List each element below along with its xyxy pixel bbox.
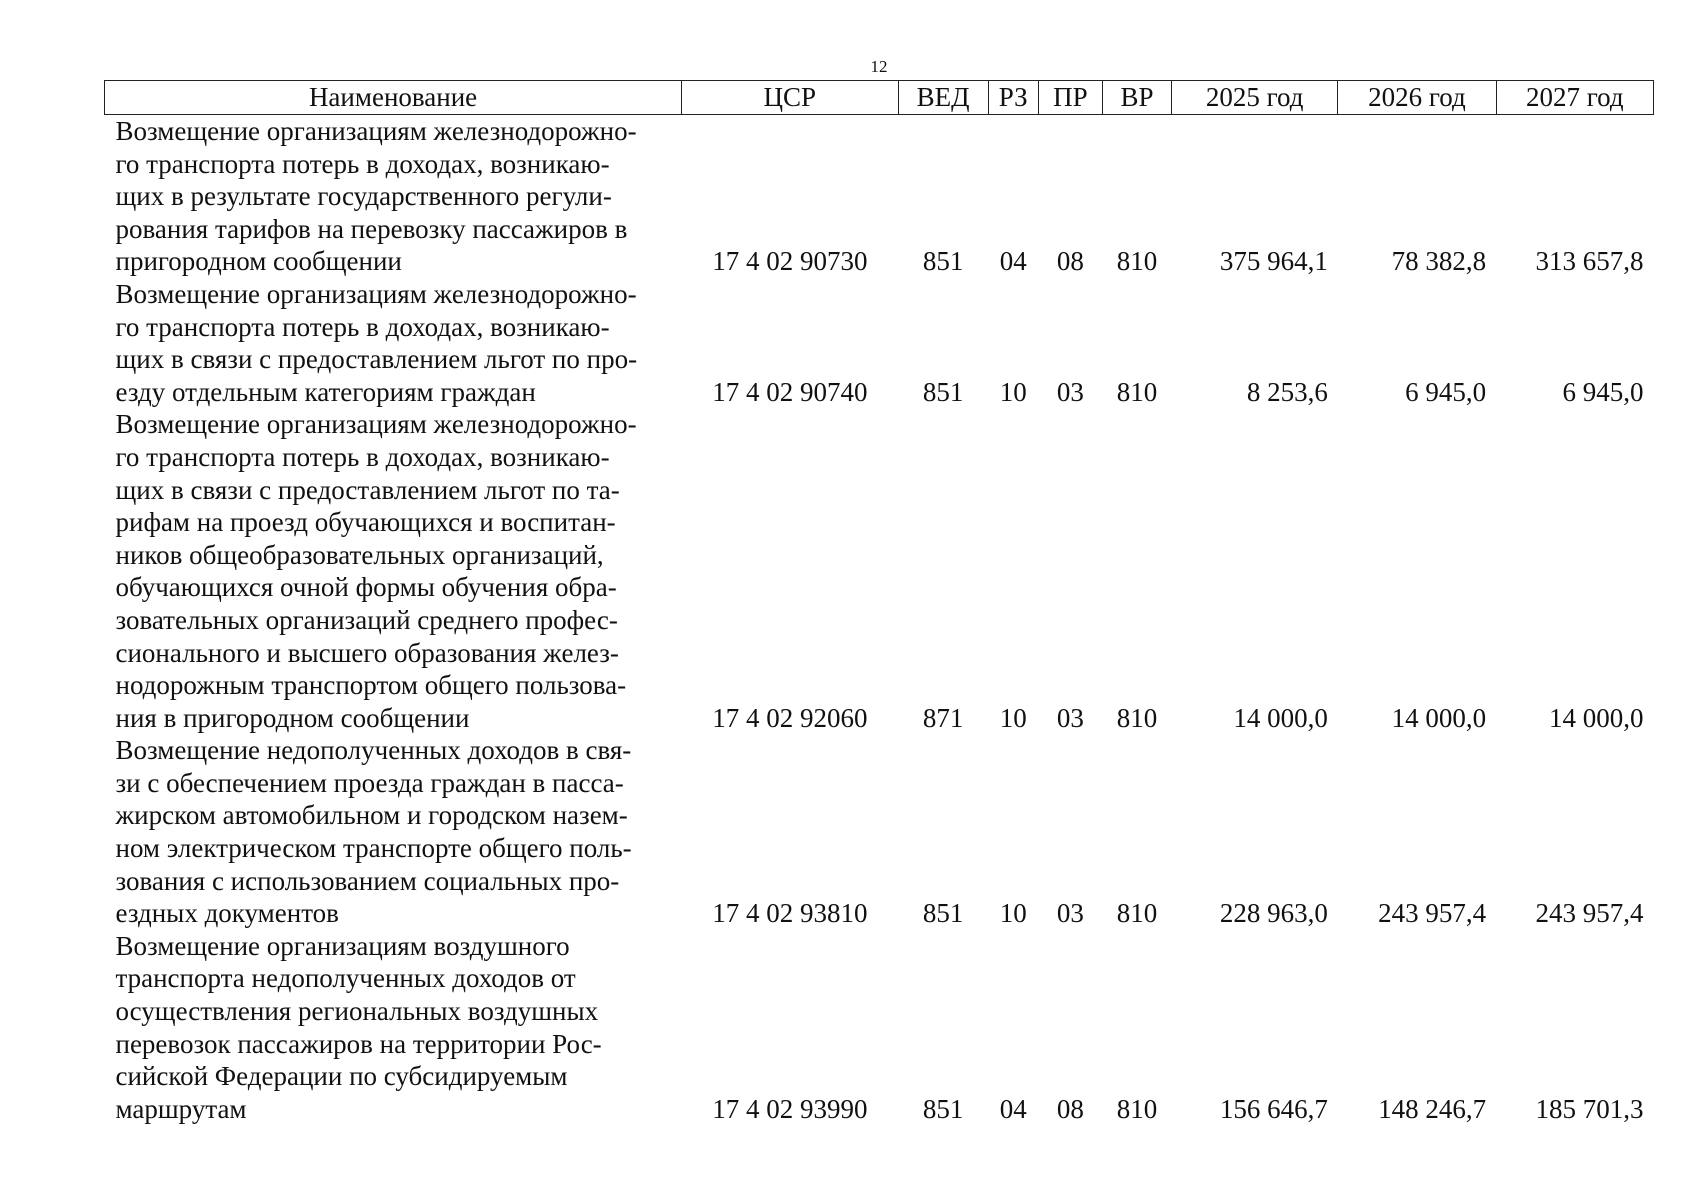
row-pr: 08	[1056, 1093, 1084, 1124]
row-2027: 14 000,0	[1549, 702, 1644, 733]
row-ved: 871	[922, 702, 964, 733]
row-2025: 8 253,6	[1246, 376, 1328, 407]
row-2026: 243 957,4	[1378, 898, 1487, 929]
table-row	[105, 930, 1654, 1126]
row-csr: 17 4 02 90730	[712, 246, 868, 277]
header-2025: 2025 год	[1172, 81, 1338, 115]
row-ved: 851	[922, 376, 964, 407]
row-csr: 17 4 02 93990	[712, 1093, 868, 1124]
header-name: Наименование	[105, 81, 682, 115]
header-row	[105, 81, 1654, 115]
table-body	[105, 115, 1654, 1126]
row-ved: 851	[922, 898, 964, 929]
row-vr: 810	[1116, 1093, 1158, 1124]
row-rz: 10	[999, 898, 1027, 929]
row-2025: 375 964,1	[1219, 246, 1328, 277]
row-name-text: Возмещение недополученных доходов в свя- зи с обеспечением проезда граждан в пасса- жирском автомобильном и городском назем- ном электрическом транспорте общего поль- зования с использованием социальных про- ездных документов	[115, 735, 632, 929]
row-pr: 03	[1056, 898, 1084, 929]
row-2026: 14 000,0	[1391, 702, 1487, 733]
row-2027: 185 701,3	[1535, 1093, 1644, 1124]
row-name	[105, 930, 682, 1126]
row-2027: 243 957,4	[1535, 898, 1644, 929]
row-pr: 08	[1056, 246, 1084, 277]
row-name-text: Возмещение организациям железнодорожно- го транспорта потерь в доходах, возникаю- щих в связи с предоставлением льгот по та- рифам на проезд обучающихся и воспитан- ников общеобразовательных организаций, обучающихся очной формы обучения обра- зовательных организаций среднего профес- сионального и высшего образования желез- нодорожным транспортом общего пользова- ния в пригородном сообщении	[115, 409, 637, 733]
row-ved: 851	[922, 1093, 964, 1124]
header-2027: 2027 год	[1496, 81, 1653, 115]
row-rz: 10	[999, 702, 1027, 733]
row-vr: 810	[1116, 376, 1158, 407]
row-name-text: Возмещение организациям железнодорожно- го транспорта потерь в доходах, возникаю- щих в связи с предоставлением льгот по про- езду отдельным категориям граждан	[115, 278, 638, 407]
row-csr: 17 4 02 92060	[712, 702, 868, 733]
header-vr: ВР	[1102, 81, 1171, 115]
row-pr: 03	[1056, 702, 1084, 733]
header-csr: ЦСР	[682, 81, 898, 115]
table-row	[105, 734, 1654, 930]
header-pr: ПР	[1038, 81, 1102, 115]
row-csr: 17 4 02 93810	[712, 898, 868, 929]
row-2026: 6 945,0	[1405, 376, 1487, 407]
row-2027: 6 945,0	[1562, 376, 1644, 407]
row-rz: 04	[999, 246, 1027, 277]
row-name-text: Возмещение организациям железнодорожно- го транспорта потерь в доходах, возникаю- щих в результате государственного регули- рования тарифов на перевозку пассажиров в пригородном сообщении	[115, 116, 637, 277]
row-rz: 10	[999, 376, 1027, 407]
row-vr: 810	[1116, 702, 1158, 733]
page-number: 12	[870, 57, 888, 76]
row-vr: 810	[1116, 246, 1158, 277]
row-2025: 14 000,0	[1233, 702, 1328, 733]
row-pr: 03	[1056, 376, 1084, 407]
row-csr: 17 4 02 90740	[712, 376, 868, 407]
table-header	[105, 81, 1654, 115]
table-row	[105, 115, 1654, 278]
row-2027: 313 657,8	[1535, 246, 1644, 277]
row-ved: 851	[922, 246, 964, 277]
row-2025: 228 963,0	[1219, 898, 1328, 929]
row-rz: 04	[999, 1093, 1027, 1124]
table-row	[105, 408, 1654, 734]
row-2026: 78 382,8	[1391, 246, 1487, 277]
row-vr: 810	[1116, 898, 1158, 929]
row-name	[105, 115, 682, 278]
table-row	[105, 278, 1654, 408]
row-name	[105, 278, 682, 408]
budget-table	[104, 80, 1654, 1125]
row-2026: 148 246,7	[1378, 1093, 1487, 1124]
row-2025: 156 646,7	[1219, 1093, 1328, 1124]
header-2026: 2026 год	[1338, 81, 1496, 115]
header-ved: ВЕД	[898, 81, 988, 115]
row-name	[105, 734, 682, 930]
header-rz: РЗ	[988, 81, 1038, 115]
row-name-text: Возмещение организациям воздушного транспорта недополученных доходов от осуществления региональных воздушных перевозок пассажиров на территории Рос- сийской Федерации по субсидируемым маршрутам	[115, 930, 602, 1124]
row-name	[105, 408, 682, 734]
